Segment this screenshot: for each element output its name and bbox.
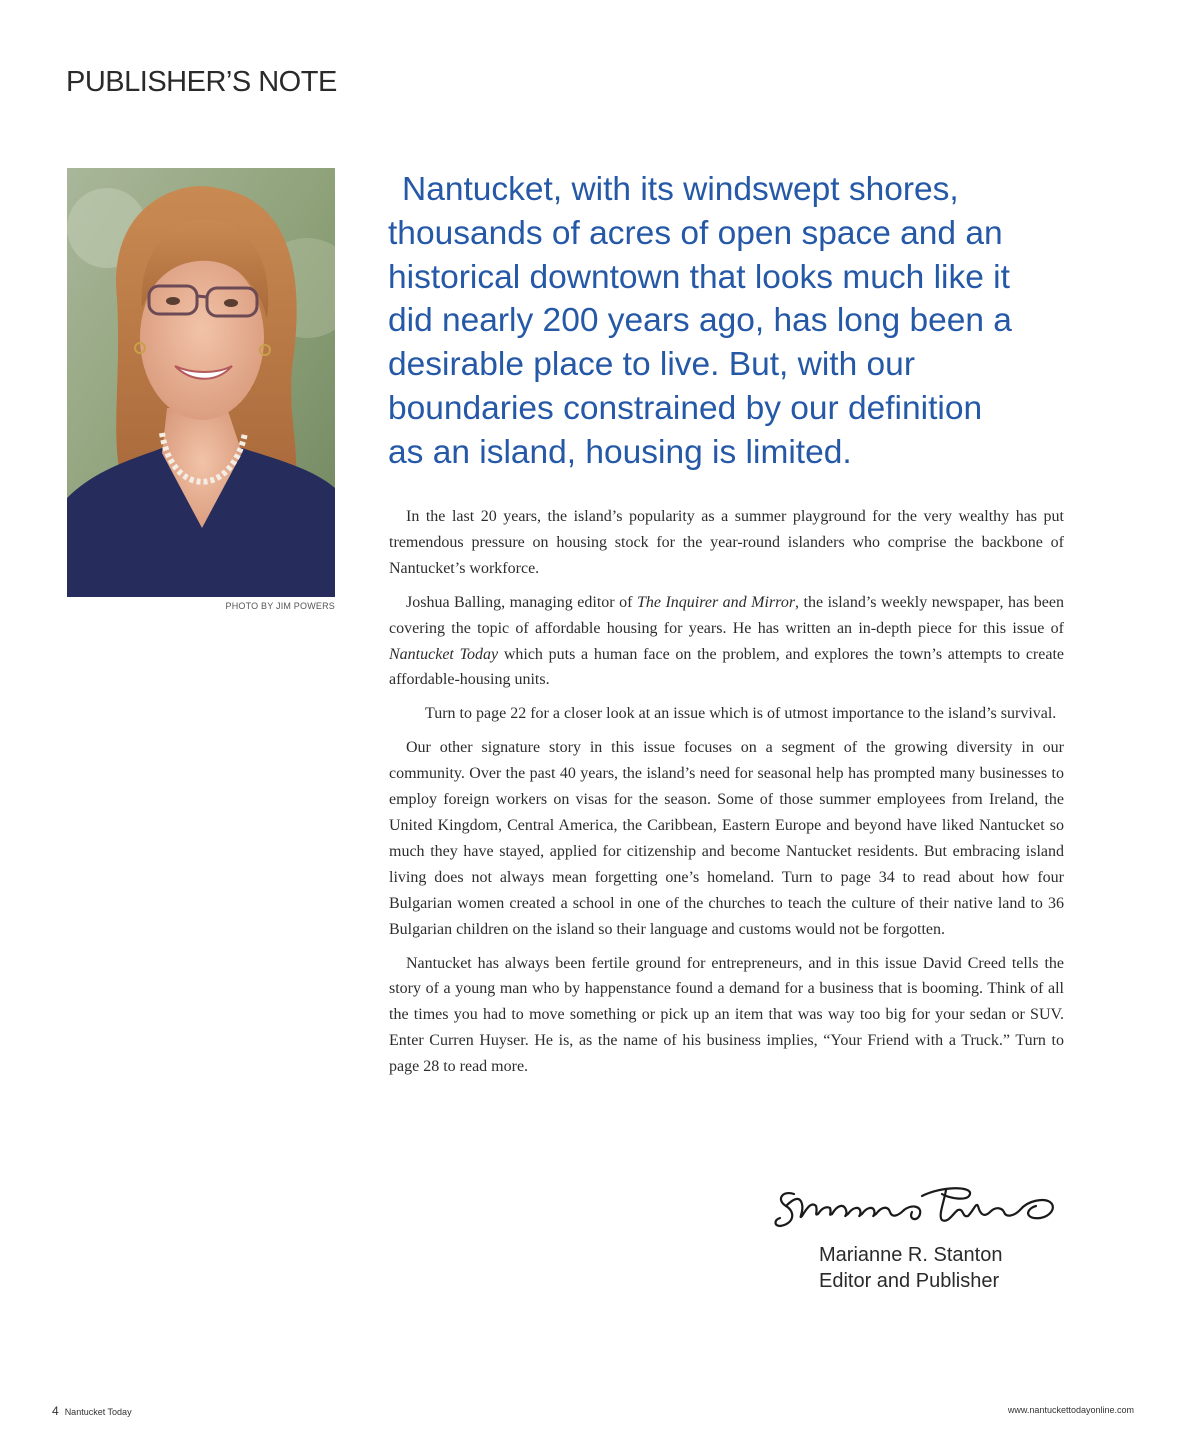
pull-quote-line: as an island, housing is limited. [388, 433, 852, 471]
pull-quote-line: thousands of acres of open space and an [388, 214, 1003, 252]
article-paragraph: Turn to page 22 for a closer look at an issue which is of utmost importance to the island’s survival. [425, 705, 1057, 723]
pull-quote-line: did nearly 200 years ago, has long been a [388, 302, 1012, 340]
photo-credit: PHOTO BY JIM POWERS [225, 601, 335, 611]
signer-block [819, 1242, 1002, 1294]
pull-quote-line: Nantucket, with its windswept shores, [402, 171, 959, 208]
article-paragraph: Joshua Balling, managing editor of The Inquirer and Mirror, the island’s weekly newspaper, has been covering the topic of affordable housing for years. He has written an in-depth piece for this issue of Nantucket Today which puts a human face on the problem, and explores the town’s attempts to create affordable-housing units. [389, 593, 1065, 689]
publication-title: The Inquirer and Mirror [636, 593, 796, 611]
signer-name: Marianne R. Stanton [819, 1244, 1003, 1266]
article-paragraph: Our other signature story in this issue focuses on a segment of the growing diversity in our community. Over the past 40 years, the island’s need for seasonal help has prompted many businesses to employ foreign workers on visas for the season. Some of those summer employees from Ireland, the United Kingdom, Central America, the Caribbean, Eastern Europe and beyond have liked Nantucket so much they have stayed, applied for citizenship and become Nantucket residents. But embracing island living does not always mean forgetting one’s homeland. Turn to page 34 to read about how four Bulgarian women created a school in one of the churches to teach the culture of their native land to 36 Bulgarian children on the island so their language and customs would not be forgotten. [389, 739, 1064, 938]
pull-quote [388, 168, 1108, 475]
article-paragraph: In the last 20 years, the island’s popularity as a summer playground for the very wealthy has put tremendous pressure on housing stock for the year-round islanders who comprise the backbone of Nantucket’s workforce. [389, 508, 1064, 577]
page-number: 4 [52, 1404, 59, 1418]
pull-quote-line: desirable place to live. But, with our [388, 346, 915, 384]
handwritten-signature [772, 1176, 1062, 1238]
publisher-portrait-photo [67, 168, 335, 597]
signer-title: Editor and Publisher [819, 1270, 1000, 1292]
article-body [389, 504, 1064, 1088]
pull-quote-line: boundaries constrained by our definition [388, 389, 983, 427]
footer-url: www.nantuckettodayonline.com [1007, 1405, 1134, 1415]
pull-quote-line: historical downtown that looks much like it [388, 258, 1010, 296]
publication-title: Nantucket Today [389, 645, 499, 663]
footer-folio [52, 1404, 132, 1418]
article-paragraph: Nantucket has always been fertile ground for entrepreneurs, and in this issue David Creed tells the story of a young man who by happenstance found a demand for a business that is booming. Think of all the times you had to move something or pick up an item that was way too big for your sedan or SUV. Enter Curren Huyser. He is, as the name of his business implies, “Your Friend with a Truck.” Turn to page 28 to read more. [389, 954, 1064, 1076]
publication-name: Nantucket Today [64, 1407, 132, 1417]
section-title: PUBLISHER’S NOTE [66, 66, 337, 98]
